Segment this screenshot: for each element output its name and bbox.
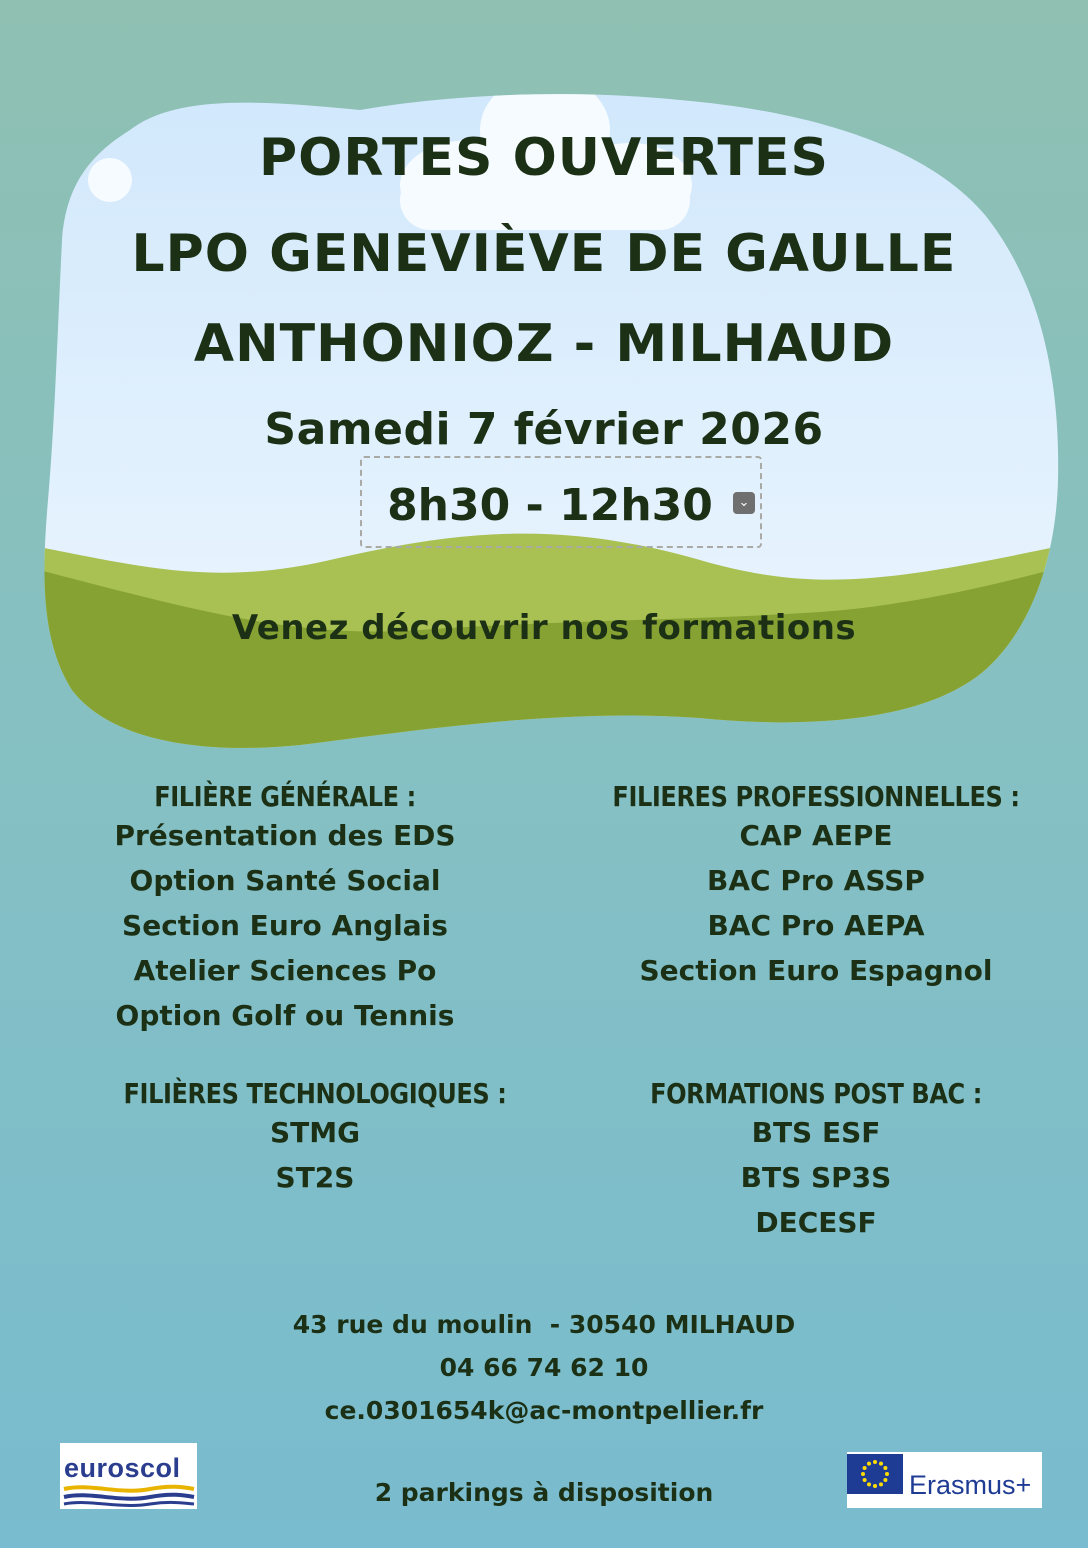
title-line-2: LPO GENEVIÈVE DE GAULLE: [131, 224, 957, 284]
section-formations-post-bac: [588, 1077, 1044, 1245]
euroscol-logo: [60, 1443, 197, 1509]
section-filiere-generale: [60, 780, 510, 1038]
list-item: Présentation des EDS: [114, 819, 456, 852]
section-filieres-technologiques: [90, 1077, 540, 1200]
section-heading: FORMATIONS POST BAC :: [650, 1077, 982, 1110]
erasmus-logo: [847, 1452, 1042, 1508]
list-item: Atelier Sciences Po: [133, 954, 437, 987]
list-item: DECESF: [755, 1206, 877, 1239]
parking-info: 2 parkings à disposition: [374, 1478, 714, 1507]
phone-number[interactable]: 04 66 74 62 10: [439, 1353, 649, 1382]
list-item: Section Euro Anglais: [122, 909, 448, 942]
title-line-3: ANTHONIOZ - MILHAUD: [193, 314, 895, 374]
list-item: Option Golf ou Tennis: [115, 999, 455, 1032]
section-heading: FILIERES PROFESSIONNELLES :: [612, 780, 1020, 813]
event-time[interactable]: 8h30 - 12h30: [387, 480, 713, 531]
section-heading: FILIÈRES TECHNOLOGIQUES :: [123, 1077, 507, 1110]
list-item: CAP AEPE: [739, 819, 893, 852]
email-link[interactable]: ce.0301654k@ac-montpellier.fr: [324, 1396, 764, 1425]
list-item: Option Santé Social: [129, 864, 441, 897]
euroscol-logo-text: euroscol: [64, 1453, 181, 1483]
list-item: BAC Pro AEPA: [707, 909, 925, 942]
list-item: Section Euro Espagnol: [639, 954, 993, 987]
chevron-down-icon[interactable]: ⌄: [733, 492, 755, 514]
tagline: Venez découvrir nos formations: [231, 608, 857, 648]
list-item: BAC Pro ASSP: [707, 864, 925, 897]
section-filieres-professionnelles: [568, 780, 1064, 993]
title-line-1: PORTES OUVERTES: [259, 128, 829, 188]
erasmus-logo-text: Erasmus+: [909, 1470, 1032, 1500]
list-item: STMG: [269, 1116, 361, 1149]
address: 43 rue du moulin - 30540 MILHAUD: [292, 1310, 796, 1339]
list-item: BTS SP3S: [740, 1161, 892, 1194]
event-date: Samedi 7 février 2026: [264, 404, 824, 455]
eu-flag-icon: [847, 1454, 903, 1494]
list-item: ST2S: [275, 1161, 355, 1194]
list-item: BTS ESF: [751, 1116, 881, 1149]
euroscol-wave-icon: [60, 1443, 197, 1509]
section-heading: FILIÈRE GÉNÉRALE :: [154, 780, 416, 813]
